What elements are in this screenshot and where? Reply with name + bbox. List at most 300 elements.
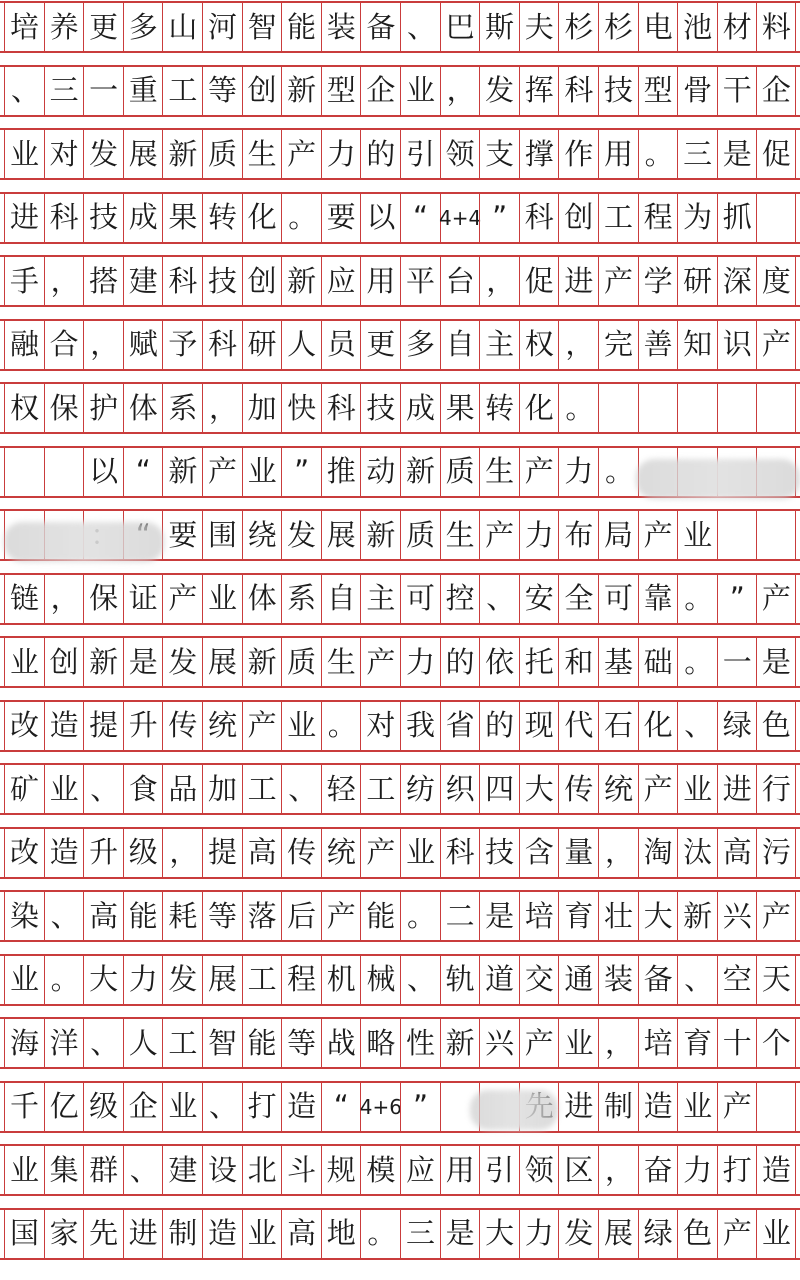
- grid-cell: 权: [519, 321, 559, 369]
- grid-cell: 业: [4, 130, 44, 178]
- grid-cell: 创: [242, 257, 282, 305]
- grid-cell: 提: [202, 829, 242, 877]
- grid-cell: 力: [677, 1146, 717, 1194]
- grid-cell: 程: [638, 194, 678, 242]
- grid-cell: 学: [638, 257, 678, 305]
- grid-cell: 产: [519, 1019, 559, 1067]
- grid-cell: 后: [281, 892, 321, 940]
- grid-cell: 人: [281, 321, 321, 369]
- grid-cell: 育: [558, 892, 598, 940]
- grid-cell: 产: [321, 892, 361, 940]
- grid-cell: 抓: [717, 194, 757, 242]
- grid-cell: 发: [558, 1210, 598, 1258]
- grid-cell: 质: [400, 511, 440, 559]
- grid-cell: 大: [638, 892, 678, 940]
- rule-line: [0, 1131, 800, 1133]
- grid-cell: 、: [123, 1146, 163, 1194]
- grid-cell: ”: [400, 1083, 440, 1131]
- grid-cell: 杉: [598, 3, 638, 51]
- text-row: [4, 321, 796, 369]
- grid-cell: ”: [479, 194, 519, 242]
- grid-cell: 质: [281, 638, 321, 686]
- grid-cell: 力: [519, 1210, 559, 1258]
- grid-cell: 以: [360, 194, 400, 242]
- grid-cell: 依: [479, 638, 519, 686]
- grid-cell: 、: [400, 3, 440, 51]
- grid-cell: 应: [321, 257, 361, 305]
- grid-cell: 发: [162, 638, 202, 686]
- rule-line: [0, 242, 800, 244]
- grid-cell: 是: [756, 638, 796, 686]
- grid-cell: 业: [242, 448, 282, 496]
- grid-cell: 高: [717, 829, 757, 877]
- grid-cell: 育: [677, 1019, 717, 1067]
- grid-cell: 大: [479, 1210, 519, 1258]
- grid-cell: 展: [202, 638, 242, 686]
- grid-cell: 。: [558, 384, 598, 432]
- grid-cell: 集: [44, 1146, 84, 1194]
- grid-cell: 建: [162, 1146, 202, 1194]
- grid-cell: 食: [123, 765, 163, 813]
- grid-cell: 主: [479, 321, 519, 369]
- grid-cell: 促: [519, 257, 559, 305]
- grid-cell: 体: [123, 384, 163, 432]
- grid-cell: 力: [123, 956, 163, 1004]
- text-row: [4, 892, 796, 940]
- grid-cell: 产: [717, 1083, 757, 1131]
- grid-cell: 智: [242, 3, 282, 51]
- text-row: [4, 384, 796, 432]
- grid-cell: 能: [281, 3, 321, 51]
- grid-cell: 进: [558, 1083, 598, 1131]
- grid-cell: ，: [44, 575, 84, 623]
- grid-cell: 创: [242, 67, 282, 115]
- grid-cell: 度: [756, 257, 796, 305]
- grid-cell: 产: [756, 575, 796, 623]
- grid-cell: 进: [123, 1210, 163, 1258]
- grid-cell: 是: [440, 1210, 480, 1258]
- grid-cell: 升: [123, 702, 163, 750]
- grid-cell: 要: [321, 194, 361, 242]
- grid-cell: 海: [4, 1019, 44, 1067]
- grid-cell: 兴: [479, 1019, 519, 1067]
- grid-cell: 奋: [638, 1146, 678, 1194]
- grid-cell: 业: [677, 765, 717, 813]
- grid-cell: 杉: [558, 3, 598, 51]
- grid-cell: 备: [638, 956, 678, 1004]
- grid-cell: 一: [83, 67, 123, 115]
- grid-cell: ”: [717, 575, 757, 623]
- grid-cell: 天: [756, 956, 796, 1004]
- grid-cell: 、: [479, 575, 519, 623]
- grid-cell: 自: [321, 575, 361, 623]
- grid-cell: ，: [558, 321, 598, 369]
- grid-cell: 国: [4, 1210, 44, 1258]
- grid-cell: 装: [321, 3, 361, 51]
- grid-cell: 靠: [638, 575, 678, 623]
- grid-cell: 改: [4, 702, 44, 750]
- grid-cell: 搭: [83, 257, 123, 305]
- grid-cell: ，: [598, 829, 638, 877]
- grid-cell: 展: [321, 511, 361, 559]
- grid-cell: 是: [717, 130, 757, 178]
- grid-cell: 工: [598, 194, 638, 242]
- grid-cell: 高: [83, 892, 123, 940]
- text-row: [4, 1146, 796, 1194]
- grid-cell: 用: [440, 1146, 480, 1194]
- grid-cell: 规: [321, 1146, 361, 1194]
- grid-cell: 十: [717, 1019, 757, 1067]
- grid-cell: 造: [44, 829, 84, 877]
- grid-cell: 改: [4, 829, 44, 877]
- grid-cell: 污: [756, 829, 796, 877]
- grid-cell: 智: [202, 1019, 242, 1067]
- grid-cell: 轨: [440, 956, 480, 1004]
- grid-cell: 产: [242, 702, 282, 750]
- rule-line: [0, 686, 800, 688]
- grid-cell: 、: [281, 765, 321, 813]
- grid-cell: ，: [162, 829, 202, 877]
- grid-cell: 产: [717, 1210, 757, 1258]
- grid-cell: 产: [360, 829, 400, 877]
- grid-cell: 引: [400, 130, 440, 178]
- grid-cell: 造: [281, 1083, 321, 1131]
- redacted-blur-3: [470, 1090, 558, 1130]
- grid-cell: 夫: [519, 3, 559, 51]
- grid-cell: 新: [162, 130, 202, 178]
- grid-cell: 技: [360, 384, 400, 432]
- grid-cell: 多: [400, 321, 440, 369]
- text-row: [4, 194, 796, 242]
- grid-cell: 以: [83, 448, 123, 496]
- grid-cell: 业: [242, 1210, 282, 1258]
- grid-cell: 织: [440, 765, 480, 813]
- grid-cell: 造: [44, 702, 84, 750]
- grid-cell: 用: [598, 130, 638, 178]
- text-row: [4, 765, 796, 813]
- grid-cell: 发: [83, 130, 123, 178]
- grid-cell: 机: [321, 956, 361, 1004]
- grid-cell: 省: [440, 702, 480, 750]
- grid-cell: ，: [598, 1019, 638, 1067]
- rule-line: [0, 1004, 800, 1006]
- grid-cell: 成: [400, 384, 440, 432]
- grid-cell: 色: [756, 702, 796, 750]
- grid-cell: 保: [44, 384, 84, 432]
- text-row: [4, 575, 796, 623]
- text-row: [4, 130, 796, 178]
- text-row: [4, 702, 796, 750]
- grid-cell: 我: [400, 702, 440, 750]
- grid-cell: “: [321, 1083, 361, 1131]
- grid-cell: 传: [281, 829, 321, 877]
- rule-line: [0, 178, 800, 180]
- grid-cell: 更: [83, 3, 123, 51]
- grid-cell: ，: [479, 257, 519, 305]
- grid-cell: 等: [202, 892, 242, 940]
- grid-cell: 科: [321, 384, 361, 432]
- grid-cell: 。: [638, 130, 678, 178]
- grid-cell: 打: [242, 1083, 282, 1131]
- grid-cell: 创: [558, 194, 598, 242]
- grid-cell: 领: [519, 1146, 559, 1194]
- grid-cell: 干: [717, 67, 757, 115]
- grid-cell: 道: [479, 956, 519, 1004]
- grid-cell: 三: [44, 67, 84, 115]
- grid-cell: 科: [440, 829, 480, 877]
- grid-cell: 能: [242, 1019, 282, 1067]
- grid-cell: 新: [281, 67, 321, 115]
- grid-cell: 技: [83, 194, 123, 242]
- grid-cell: 人: [123, 1019, 163, 1067]
- grid-cell: 落: [242, 892, 282, 940]
- text-row: [4, 1083, 796, 1131]
- grid-cell: [677, 384, 717, 432]
- grid-cell: 撑: [519, 130, 559, 178]
- grid-cell: 品: [162, 765, 202, 813]
- grid-cell: ”: [281, 448, 321, 496]
- grid-cell: 家: [44, 1210, 84, 1258]
- grid-cell: 、: [44, 892, 84, 940]
- text-row: [4, 257, 796, 305]
- grid-cell: 业: [4, 1146, 44, 1194]
- grid-cell: 展: [202, 956, 242, 1004]
- grid-cell: 型: [638, 67, 678, 115]
- grid-cell: 等: [281, 1019, 321, 1067]
- grid-cell: 。: [400, 892, 440, 940]
- grid-cell: 业: [202, 575, 242, 623]
- grid-cell: 果: [440, 384, 480, 432]
- grid-cell: 平: [400, 257, 440, 305]
- grid-cell: 染: [4, 892, 44, 940]
- grid-cell: 展: [123, 130, 163, 178]
- rule-line: [0, 115, 800, 117]
- grid-cell: 。: [44, 956, 84, 1004]
- grid-cell: 转: [479, 384, 519, 432]
- grid-cell: 材: [717, 3, 757, 51]
- grid-cell: 略: [360, 1019, 400, 1067]
- grid-cell: 系: [162, 384, 202, 432]
- grid-cell: 产: [598, 257, 638, 305]
- grid-cell: 、: [677, 702, 717, 750]
- grid-cell: 权: [4, 384, 44, 432]
- grid-cell: 传: [558, 765, 598, 813]
- grid-cell: 代: [558, 702, 598, 750]
- grid-cell: 可: [598, 575, 638, 623]
- grid-cell: 绿: [717, 702, 757, 750]
- grid-cell: 业: [400, 829, 440, 877]
- grid-cell: 企: [360, 67, 400, 115]
- grid-cell: [756, 194, 796, 242]
- grid-cell: 企: [756, 67, 796, 115]
- grid-cell: “: [123, 448, 163, 496]
- grid-cell: 业: [44, 765, 84, 813]
- grid-cell: 进: [4, 194, 44, 242]
- grid-cell: 科: [519, 194, 559, 242]
- grid-cell: 产: [360, 638, 400, 686]
- rule-line: [0, 750, 800, 752]
- grid-cell: 是: [123, 638, 163, 686]
- grid-cell: 绕: [242, 511, 282, 559]
- grid-cell: 局: [598, 511, 638, 559]
- text-row: [4, 638, 796, 686]
- grid-cell: 料: [756, 3, 796, 51]
- grid-cell: 行: [756, 765, 796, 813]
- grid-cell: 发: [162, 956, 202, 1004]
- grid-cell: 养: [44, 3, 84, 51]
- grid-cell: 更: [360, 321, 400, 369]
- grid-cell: [598, 384, 638, 432]
- grid-cell: 业: [677, 511, 717, 559]
- grid-cell: 斯: [479, 3, 519, 51]
- grid-cell: 、: [83, 765, 123, 813]
- grid-cell: 力: [519, 511, 559, 559]
- grid-cell: 先: [83, 1210, 123, 1258]
- grid-cell: 业: [400, 67, 440, 115]
- grid-cell: 业: [4, 638, 44, 686]
- grid-cell: 手: [4, 257, 44, 305]
- grid-cell: 产: [479, 511, 519, 559]
- grid-cell: 挥: [519, 67, 559, 115]
- grid-cell: 设: [202, 1146, 242, 1194]
- grid-cell: 新: [281, 257, 321, 305]
- grid-cell: 巴: [440, 3, 480, 51]
- grid-cell: 自: [440, 321, 480, 369]
- grid-cell: 和: [558, 638, 598, 686]
- grid-cell: 合: [44, 321, 84, 369]
- rule-line: [0, 1258, 800, 1260]
- grid-cell: 模: [360, 1146, 400, 1194]
- grid-cell: 多: [123, 3, 163, 51]
- grid-cell: 研: [677, 257, 717, 305]
- grid-cell: 统: [598, 765, 638, 813]
- grid-cell: 果: [162, 194, 202, 242]
- grid-cell: 化: [519, 384, 559, 432]
- grid-cell: 围: [202, 511, 242, 559]
- grid-cell: 质: [440, 448, 480, 496]
- grid-cell: 系: [281, 575, 321, 623]
- text-row: [4, 1210, 796, 1258]
- grid-cell: 安: [519, 575, 559, 623]
- grid-cell: 产: [756, 321, 796, 369]
- grid-cell: 生: [242, 130, 282, 178]
- grid-cell: 作: [558, 130, 598, 178]
- grid-cell: 链: [4, 575, 44, 623]
- grid-cell: 员: [321, 321, 361, 369]
- grid-cell: 业: [677, 1083, 717, 1131]
- grid-cell: 、: [677, 956, 717, 1004]
- grid-cell: ，: [598, 1146, 638, 1194]
- grid-cell: 绿: [638, 1210, 678, 1258]
- grid-cell: 河: [202, 3, 242, 51]
- grid-cell: 打: [717, 1146, 757, 1194]
- grid-cell: “: [400, 194, 440, 242]
- grid-cell: 、: [400, 956, 440, 1004]
- grid-cell: 善: [638, 321, 678, 369]
- grid-cell: 技: [479, 829, 519, 877]
- grid-cell: 地: [321, 1210, 361, 1258]
- rule-line: [0, 1194, 800, 1196]
- grid-cell: 工: [162, 1019, 202, 1067]
- grid-cell: 制: [598, 1083, 638, 1131]
- grid-cell: 培: [638, 1019, 678, 1067]
- grid-cell: [717, 511, 757, 559]
- rule-line: [0, 369, 800, 371]
- grid-cell: 化: [638, 702, 678, 750]
- grid-cell: 应: [400, 1146, 440, 1194]
- grid-cell: 一: [717, 638, 757, 686]
- grid-cell: 科: [44, 194, 84, 242]
- grid-cell: 。: [321, 702, 361, 750]
- grid-cell: 产: [281, 130, 321, 178]
- text-row: [4, 3, 796, 51]
- grid-cell: 加: [202, 765, 242, 813]
- grid-cell: 力: [321, 130, 361, 178]
- grid-cell: 电: [638, 3, 678, 51]
- grid-cell: 是: [479, 892, 519, 940]
- grid-cell: 础: [638, 638, 678, 686]
- grid-cell: 工: [242, 956, 282, 1004]
- grid-cell: 发: [479, 67, 519, 115]
- grid-cell: 升: [83, 829, 123, 877]
- grid-cell: 护: [83, 384, 123, 432]
- grid-cell: 型: [321, 67, 361, 115]
- grid-cell: 。: [360, 1210, 400, 1258]
- grid-cell: ，: [44, 257, 84, 305]
- grid-cell: 融: [4, 321, 44, 369]
- grid-cell: 备: [360, 3, 400, 51]
- grid-cell: 深: [717, 257, 757, 305]
- grid-cell: 科: [558, 67, 598, 115]
- grid-cell: 耗: [162, 892, 202, 940]
- grid-cell: [44, 448, 84, 496]
- rule-line: [0, 813, 800, 815]
- rule-line: [0, 940, 800, 942]
- grid-cell: 兴: [717, 892, 757, 940]
- grid-cell: 促: [756, 130, 796, 178]
- redacted-blur-2: [4, 522, 164, 562]
- text-row: [4, 67, 796, 115]
- grid-cell: 基: [598, 638, 638, 686]
- grid-cell: 工: [242, 765, 282, 813]
- grid-cell: 池: [677, 3, 717, 51]
- text-row: [4, 956, 796, 1004]
- grid-cell: [638, 384, 678, 432]
- grid-cell: 个: [756, 1019, 796, 1067]
- grid-cell: 生: [440, 511, 480, 559]
- grid-cell: 控: [440, 575, 480, 623]
- grid-cell: 大: [519, 765, 559, 813]
- grid-cell: 引: [479, 1146, 519, 1194]
- grid-cell: 工: [162, 67, 202, 115]
- grid-cell: 提: [83, 702, 123, 750]
- grid-cell: 科: [162, 257, 202, 305]
- grid-cell: 体: [242, 575, 282, 623]
- grid-cell: 生: [479, 448, 519, 496]
- grid-cell: 淘: [638, 829, 678, 877]
- grid-cell: 产: [638, 511, 678, 559]
- grid-cell: 进: [558, 257, 598, 305]
- grid-cell: ，: [83, 321, 123, 369]
- grid-cell: 技: [202, 257, 242, 305]
- grid-cell: 发: [281, 511, 321, 559]
- grid-cell: 予: [162, 321, 202, 369]
- grid-cell: 械: [360, 956, 400, 1004]
- grid-cell: 培: [519, 892, 559, 940]
- grid-cell: 业: [281, 702, 321, 750]
- grid-cell: 新: [83, 638, 123, 686]
- grid-cell: 研: [242, 321, 282, 369]
